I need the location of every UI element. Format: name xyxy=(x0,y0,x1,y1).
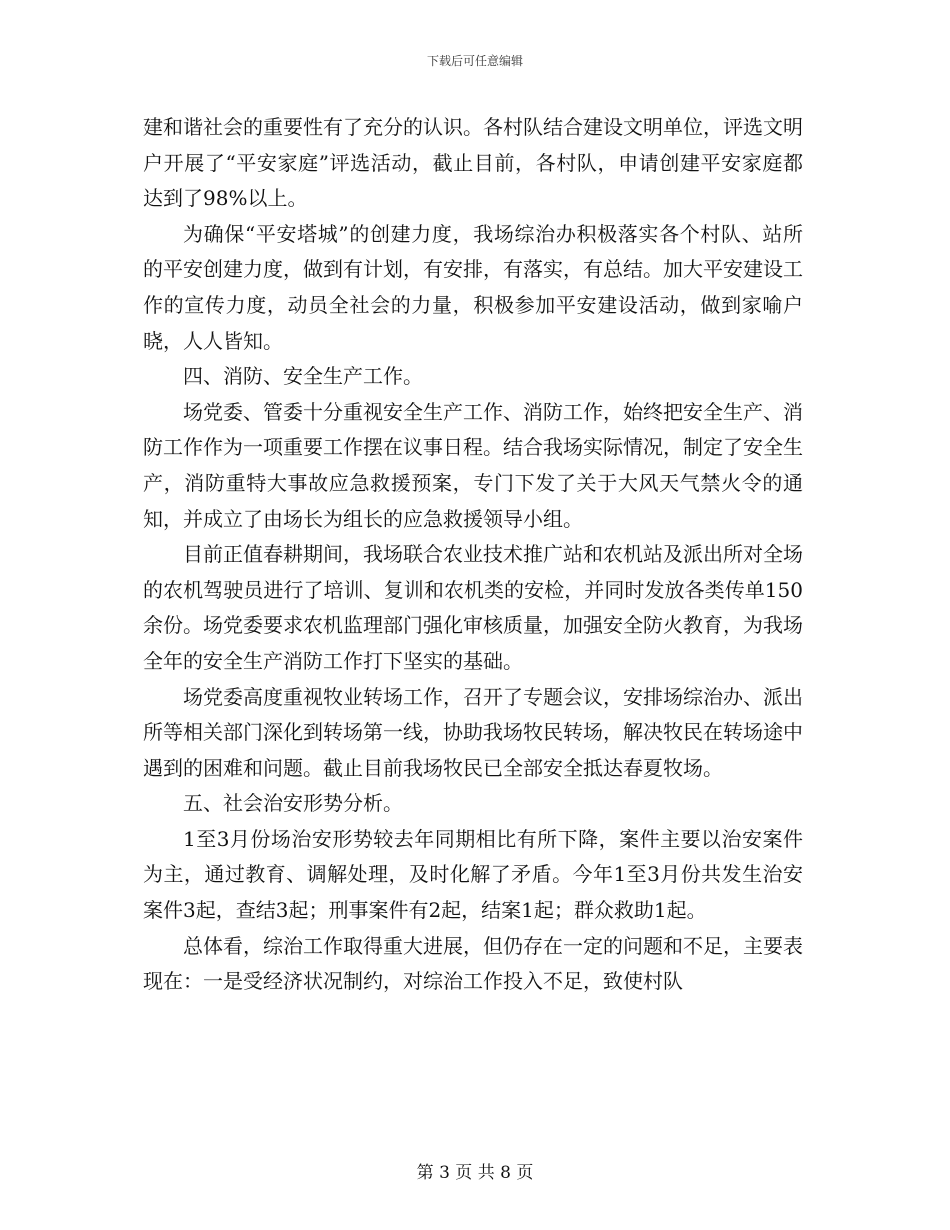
paragraph: 为确保“平安塔城”的创建力度，我场综治办积极落实各个村队、站所的平安创建力度，做到有计划，有安排，有落实，有总结。加大平安建设工作的宣传力度，动员全社会的力量，积极参加平安建设活动，做到家喻户晓，人人皆知。 xyxy=(143,221,803,353)
section-heading: 四、消防、安全生产工作。 xyxy=(183,364,423,389)
paragraph: 场党委、管委十分重视安全生产工作、消防工作，始终把安全生产、消防工作作为一项重要工作摆在议事日程。结合我场实际情况，制定了安全生产，消防重特大事故应急救援预案，专门下发了关于大风天气禁火令的通知，并成立了由场长为组长的应急救援领导小组。 xyxy=(143,399,803,531)
section-heading: 五、社会治安形势分析。 xyxy=(183,791,403,816)
page-header: 下载后可任意编辑 xyxy=(426,54,523,68)
page-footer: 第 3 页 共 8 页 xyxy=(416,1163,534,1183)
paragraph: 场党委高度重视牧业转场工作，召开了专题会议，安排场综治办、派出所等相关部门深化到转场第一线，协助我场牧民转场，解决牧民在转场途中遇到的困难和问题。截止目前我场牧民已全部安全抵达春夏牧场。 xyxy=(143,684,803,780)
document-body xyxy=(143,110,803,1000)
paragraph: 总体看，综治工作取得重大进展，但仍存在一定的问题和不足，主要表现在：一是受经济状况制约，对综治工作投入不足，致使村队 xyxy=(143,933,803,994)
paragraph: 1至3月份场治安形势较去年同期相比有所下降，案件主要以治安案件为主，通过教育、调解处理，及时化解了矛盾。今年1至3月份共发生治安案件3起，查结3起；刑事案件有2起，结案1起；群众救助1起。 xyxy=(143,826,803,923)
paragraph: 目前正值春耕期间，我场联合农业技术推广站和农机站及派出所对全场的农机驾驶员进行了培训、复训和农机类的安检，并同时发放各类传单150余份。场党委要求农机监理部门强化审核质量，加强安全防火教育，为我场全年的安全生产消防工作打下坚实的基础。 xyxy=(143,542,803,673)
paragraph: 建和谐社会的重要性有了充分的认识。各村队结合建设文明单位，评选文明户开展了“平安家庭”评选活动，截止目前，各村队，申请创建平安家庭都达到了98%以上。 xyxy=(143,115,803,211)
